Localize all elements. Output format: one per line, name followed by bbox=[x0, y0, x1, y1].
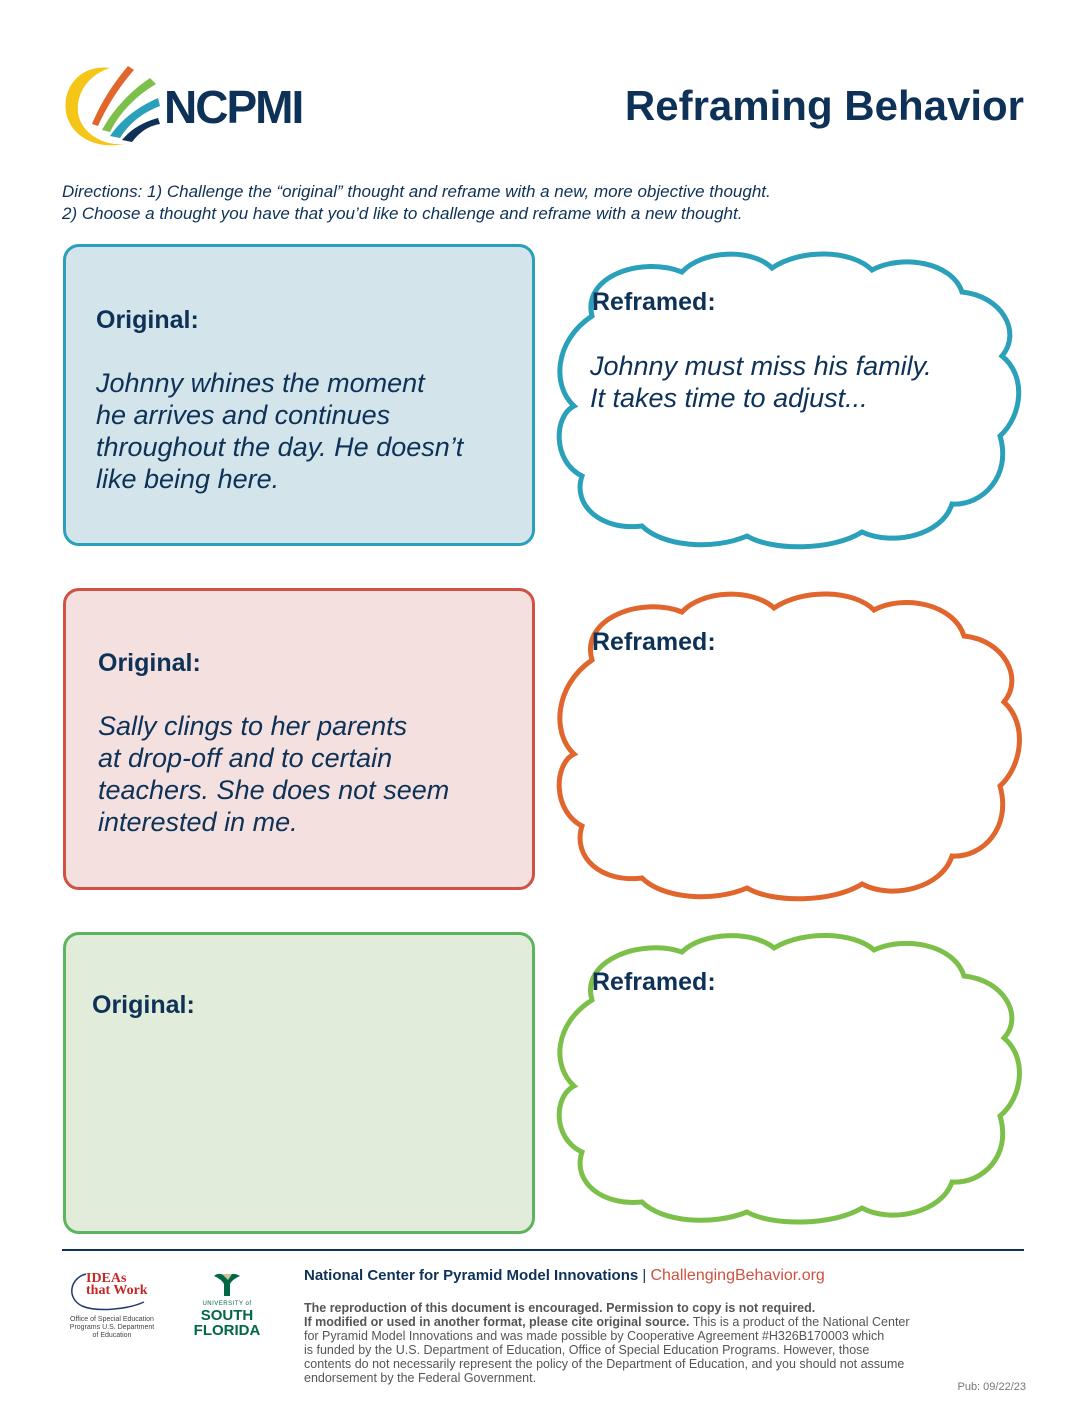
text-line: like being here. bbox=[96, 464, 280, 494]
notice-bold-1: The reproduction of this document is encouraged. Permission to copy is not required. bbox=[304, 1301, 816, 1315]
reframed-label: Reframed: bbox=[592, 968, 716, 996]
text-line: at drop-off and to certain bbox=[98, 743, 393, 773]
text-line: throughout the day. He doesn’t bbox=[96, 432, 464, 462]
text-line: It takes time to adjust... bbox=[590, 383, 868, 413]
directions-line-2: 2) Choose a thought you have that you’d like to challenge and reframe with a new thought. bbox=[62, 204, 743, 223]
text-line: he arrives and continues bbox=[96, 400, 391, 430]
text-line: interested in me. bbox=[98, 807, 298, 837]
original-text bbox=[96, 367, 463, 495]
ideas-word-1: IDEAs bbox=[86, 1271, 127, 1286]
original-label: Original: bbox=[96, 306, 199, 334]
original-label: Original: bbox=[92, 991, 195, 1019]
directions-line-1: Directions: 1) Challenge the “original” thought and reframe with a new, more objective thought. bbox=[62, 182, 771, 201]
original-label: Original: bbox=[98, 649, 201, 677]
ideas-word-2: that Work bbox=[86, 1283, 148, 1298]
text-line: Sally clings to her parents bbox=[98, 711, 408, 741]
ideas-logo-subtext: Office of Special Education Programs U.S. Department of Education bbox=[69, 1316, 155, 1339]
notice-text: This is a product of the National Center bbox=[689, 1315, 910, 1329]
original-box-1 bbox=[63, 244, 535, 546]
notice-text: for Pyramid Model Innovations and was made possible by Cooperative Agreement #H326B170003 which bbox=[304, 1329, 885, 1343]
ideas-that-work-logo bbox=[66, 1268, 156, 1344]
original-text bbox=[98, 710, 449, 838]
ncpmi-swoosh-icon bbox=[62, 60, 162, 152]
usf-university-text: UNIVERSITY of bbox=[202, 1301, 252, 1307]
original-box-2 bbox=[63, 588, 535, 890]
usf-bull-icon bbox=[192, 1270, 262, 1300]
usf-logo bbox=[192, 1270, 262, 1342]
reframed-cloud-3 bbox=[552, 930, 1024, 1240]
notice-text: is funded by the U.S. Department of Education, Office of Special Education Programs. However, those bbox=[304, 1343, 870, 1357]
footer-notice bbox=[304, 1301, 1034, 1385]
org-name: National Center for Pyramid Model Innovations bbox=[304, 1267, 639, 1284]
reframed-text bbox=[590, 350, 932, 414]
text-line: Johnny must miss his family. bbox=[590, 351, 932, 381]
ideas-logo-text bbox=[86, 1273, 148, 1297]
separator: | bbox=[642, 1267, 647, 1284]
reframed-label: Reframed: bbox=[592, 288, 716, 316]
reframed-cloud-1 bbox=[552, 246, 1024, 556]
original-box-3 bbox=[63, 932, 535, 1234]
website-link[interactable]: ChallengingBehavior.org bbox=[650, 1267, 825, 1284]
usf-name-line-1: SOUTH bbox=[200, 1307, 254, 1324]
notice-bold-2: If modified or used in another format, please cite original source. bbox=[304, 1315, 690, 1329]
notice-text: contents do not necessarily represent the policy of the Department of Education, and you should not assume bbox=[304, 1357, 905, 1371]
directions bbox=[62, 181, 1042, 225]
publication-date: Pub: 09/22/23 bbox=[957, 1381, 1026, 1393]
text-line: Johnny whines the moment bbox=[96, 368, 425, 398]
usf-name-line-2: FLORIDA bbox=[193, 1322, 261, 1339]
ncpmi-logo bbox=[62, 60, 312, 152]
usf-name bbox=[192, 1308, 262, 1338]
notice-text: endorsement by the Federal Government. bbox=[304, 1371, 537, 1385]
reframed-label: Reframed: bbox=[592, 628, 716, 656]
page-title: Reframing Behavior bbox=[624, 82, 1024, 129]
reframed-cloud-2 bbox=[552, 588, 1024, 898]
logo-text: NCPMI bbox=[164, 81, 303, 133]
footer-organization bbox=[304, 1267, 825, 1285]
text-line: teachers. She does not seem bbox=[98, 775, 450, 805]
footer-divider bbox=[62, 1249, 1024, 1251]
